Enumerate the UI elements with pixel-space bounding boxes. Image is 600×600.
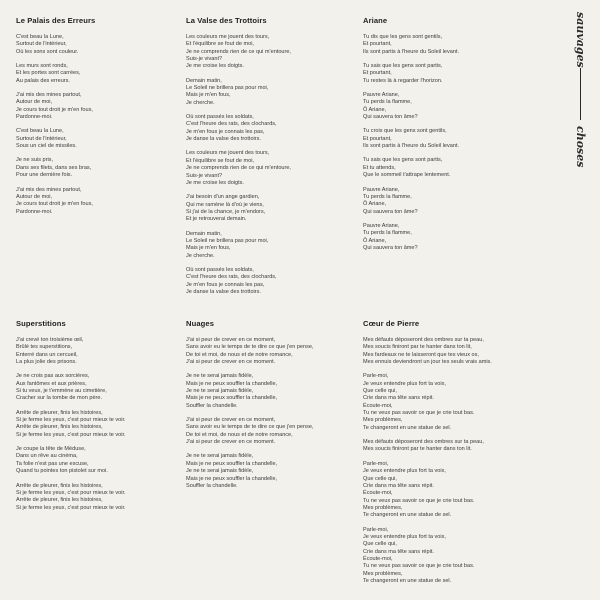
lyric-line: Si je ferme les yeux, c'est pour mieux te voir. xyxy=(16,504,126,511)
stanza xyxy=(363,187,459,216)
stanza xyxy=(16,483,126,512)
stanza xyxy=(16,410,126,439)
lyric-line: Et l'équilibre se fout de moi, xyxy=(186,41,254,48)
lyric-line: J'ai besoin d'un ange gardien, xyxy=(186,194,260,201)
lyric-line: Tu perds la flamme, xyxy=(363,193,412,200)
lyric-line: Que celle qui, xyxy=(363,541,397,548)
stanza xyxy=(16,63,95,85)
lyric-line: Mes fardeaux ne te laisseront que tes vieux os, xyxy=(363,351,479,358)
lyric-line: Pardonne-moi. xyxy=(16,208,53,215)
song-title: Cœur de Pierre xyxy=(363,319,420,328)
lyric-line: Et je retrouverai demain. xyxy=(186,216,247,223)
lyric-line: Ô Ariane, xyxy=(363,106,387,113)
lyric-line: Arrête de pleurer, finis les histoires, xyxy=(16,424,103,431)
lyric-line: Si je ferme les yeux, c'est pour mieux te voir. xyxy=(16,417,126,424)
lyric-line: Le Soleil ne brillera pas pour moi, xyxy=(186,237,269,244)
lyric-line: Écoute-moi, xyxy=(363,402,393,409)
lyric-line: Je coupe la tête de Méduse, xyxy=(16,446,86,453)
lyric-line: J'ai crevé ton troisième œil, xyxy=(16,337,84,343)
song-lyrics xyxy=(363,337,492,585)
lyric-line: Mes problèmes, xyxy=(363,570,403,577)
lyric-line: Je ne te serai jamais fidèle, xyxy=(186,373,254,380)
stanza xyxy=(186,34,291,71)
song-nuages xyxy=(186,319,313,497)
lyric-line: Parle-moi, xyxy=(363,373,389,380)
lyric-line: Arrête de pleurer, finis les histoires, xyxy=(16,497,103,504)
lyric-line: Suis-je vivant? xyxy=(186,172,223,179)
band-logo xyxy=(574,8,588,178)
stanza xyxy=(363,223,459,252)
lyric-line: Mais je m'en fous, xyxy=(186,245,231,252)
stanza xyxy=(186,150,291,187)
lyric-line: Parle-moi, xyxy=(363,526,389,533)
lyric-line: Qui sauvera ton âme? xyxy=(363,114,418,121)
lyric-line: Mes défauts déposeront des ombres sur ta peau, xyxy=(363,439,484,446)
lyric-line: Ils sont partis à l'heure du Soleil levant. xyxy=(363,143,460,150)
lyric-line: J'ai si peur de crever en ce moment. xyxy=(186,359,276,366)
stanza xyxy=(186,417,313,446)
lyric-line: Le Soleil ne brillera pas pour moi, xyxy=(186,85,269,92)
lyric-line: La plus jolie des prisons. xyxy=(16,359,77,366)
lyric-line: Et les portes sont carrées, xyxy=(16,70,81,77)
lyric-line: Et tu attends, xyxy=(363,164,396,171)
stanza xyxy=(16,34,95,56)
lyric-line: Ô Ariane, xyxy=(363,201,387,208)
stanza xyxy=(186,231,291,260)
lyric-line: Qui me ramène là d'où je viens, xyxy=(186,201,264,208)
lyric-line: Je cours tout droit je m'en fous, xyxy=(16,201,93,208)
lyric-line: Que le sommeil t'attrape lentement. xyxy=(363,172,451,179)
lyric-line: Si tu veux, je t'emmène au cimetière, xyxy=(16,388,107,395)
lyric-line: Brûlé tes superstitions, xyxy=(16,344,73,351)
lyric-line: C'est l'heure des rats, des clochards, xyxy=(186,274,277,281)
lyric-line: Mais je ne peux souffler la chandelle, xyxy=(186,395,278,402)
lyric-line: Mais je m'en fous, xyxy=(186,92,231,99)
lyric-line: Les murs sont ronds, xyxy=(16,63,68,70)
lyric-line: Mais je ne peux souffler la chandelle, xyxy=(186,460,278,467)
lyric-line: Aux fantômes et aux prières, xyxy=(16,380,87,387)
lyric-line: Si je ferme les yeux, c'est pour mieux te voir. xyxy=(16,431,126,438)
lyric-line: Souffler la chandelle. xyxy=(186,482,238,489)
lyric-line: Si je ferme les yeux, c'est pour mieux te voir. xyxy=(16,489,126,496)
lyric-line: Enterré dans un cercueil, xyxy=(16,351,78,358)
lyric-line: Je veux entendre plus fort ta voix, xyxy=(363,468,446,475)
lyric-line: Tu restes là à regarder l'horizon. xyxy=(363,77,443,84)
song-la-valse-des-trottoirs xyxy=(186,16,291,303)
lyric-line: Je ne comprends rien de ce qui m'entoure, xyxy=(186,165,291,172)
lyric-line: Dans un rêve au cinéma, xyxy=(16,453,78,460)
stanza xyxy=(363,527,492,586)
lyric-line: Parle-moi, xyxy=(363,460,389,467)
lyric-line: Et pourtant, xyxy=(363,70,392,77)
song-title: Le Palais des Erreurs xyxy=(16,16,96,25)
lyric-line: De toi et moi, de nous et de notre romance, xyxy=(186,351,293,358)
stanza xyxy=(16,446,126,475)
lyric-line: Crie dans ma tête sans répit. xyxy=(363,482,434,489)
lyric-line: Pauvre Ariane, xyxy=(363,92,400,99)
lyric-line: Arrête de pleurer, finis les histoires, xyxy=(16,482,103,489)
lyric-line: Te changeront en une statue de sel. xyxy=(363,512,452,519)
lyric-line: De toi et moi, de nous et de notre romance, xyxy=(186,431,293,438)
lyric-line: Cracher sur la tombe de mon père. xyxy=(16,395,103,402)
lyric-line: Surtout de l'intérieur, xyxy=(16,135,67,142)
stanza xyxy=(16,373,126,402)
lyric-line: Je veux entendre plus fort ta voix, xyxy=(363,380,446,387)
lyric-line: J'ai si peur de crever en ce moment, xyxy=(186,417,276,424)
lyric-line: Mais je ne peux souffler la chandelle, xyxy=(186,475,278,482)
lyric-line: Mes ennuis deviendront un jour tes seuls vrais amis. xyxy=(363,359,492,366)
song-lyrics xyxy=(186,337,313,490)
lyric-line: Tu dis que les gens sont gentils, xyxy=(363,34,443,40)
lyric-line: Je ne te serai jamais fidèle, xyxy=(186,453,254,460)
lyric-line: Mes soucis finiront par te hanter dans ton lit. xyxy=(363,446,472,453)
lyric-line: Crie dans ma tête sans répit. xyxy=(363,395,434,402)
stanza xyxy=(186,114,291,143)
song-lyrics xyxy=(16,34,95,216)
lyric-line: Je ne comprends rien de ce qui m'entoure, xyxy=(186,48,291,55)
lyric-line: Je danse la valse des trottoirs. xyxy=(186,288,261,295)
stanza xyxy=(363,337,492,366)
lyric-line: Arrête de pleurer, finis les histoires, xyxy=(16,409,103,416)
lyric-line: J'ai si peur de crever en ce moment, xyxy=(186,337,276,343)
lyric-line: Pauvre Ariane, xyxy=(363,222,400,229)
lyric-line: J'ai si peur de crever en ce moment. xyxy=(186,439,276,446)
lyric-line: Mes problèmes, xyxy=(363,504,403,511)
lyric-line: Écoute-moi, xyxy=(363,490,393,497)
lyric-line: C'est beau la Lune, xyxy=(16,34,64,40)
stanza xyxy=(363,439,492,454)
lyric-line: Que celle qui, xyxy=(363,475,397,482)
lyric-line: Te changeront en une statue de sel. xyxy=(363,577,452,584)
stanza xyxy=(186,78,291,107)
stanza xyxy=(363,461,492,520)
stanza xyxy=(363,128,459,150)
lyric-line: Autour de moi, xyxy=(16,193,53,200)
song-title: Ariane xyxy=(363,16,388,25)
stanza xyxy=(16,92,95,121)
lyric-line: Écoute-moi, xyxy=(363,555,393,562)
lyric-line: Où les sons sont couleur. xyxy=(16,48,79,55)
lyric-line: Je ne te serai jamais fidèle, xyxy=(186,388,254,395)
lyric-line: C'est l'heure des rats, des clochards, xyxy=(186,121,277,128)
lyric-line: J'ai mis des mines partout, xyxy=(16,92,82,99)
lyric-line: Demain matin, xyxy=(186,77,222,84)
lyric-line: Les couleurs me jouent des tours, xyxy=(186,34,270,40)
lyric-line: Pour une dernière fois. xyxy=(16,172,73,179)
logo-word-top: sauvages xyxy=(574,12,587,68)
stanza xyxy=(186,373,313,410)
lyric-line: Tu sais que les gens sont partis, xyxy=(363,63,443,70)
lyric-line: C'est beau la Lune, xyxy=(16,128,64,135)
lyric-line: Où sont passés les soldats, xyxy=(186,114,254,121)
stanza xyxy=(363,34,459,56)
stanza xyxy=(16,337,126,366)
stanza xyxy=(186,337,313,366)
lyric-line: Qui sauvera ton âme? xyxy=(363,208,418,215)
lyric-line: Sans avoir eu le temps de te dire ce que j'en pense, xyxy=(186,424,314,431)
lyric-line: Pauvre Ariane, xyxy=(363,186,400,193)
song-coeur-de-pierre xyxy=(363,319,492,592)
lyric-line: Que celle qui, xyxy=(363,388,397,395)
song-title: Superstitions xyxy=(16,319,66,328)
lyric-line: Je ne suis pris, xyxy=(16,157,53,164)
lyric-line: Qui sauvera ton âme? xyxy=(363,244,418,251)
stanza xyxy=(363,373,492,432)
stanza xyxy=(363,92,459,121)
lyric-line: Tu ne veux pas savoir ce que je crie tout bas. xyxy=(363,410,475,417)
lyric-line: Ta folie n'est pas une excuse, xyxy=(16,460,89,467)
song-ariane xyxy=(363,16,459,259)
lyric-line: Demain matin, xyxy=(186,230,222,237)
stanza xyxy=(186,267,291,296)
lyric-line: Je cours tout droit je m'en fous, xyxy=(16,106,93,113)
lyric-line: Suis-je vivant? xyxy=(186,56,223,63)
lyric-line: Les couleurs me jouent des tours, xyxy=(186,150,270,157)
lyric-line: J'ai mis des mines partout, xyxy=(16,186,82,193)
lyric-line: Te changeront en une statue de sel. xyxy=(363,424,452,431)
lyric-line: Tu ne veux pas savoir ce que je crie tout bas. xyxy=(363,497,475,504)
lyric-line: Je danse la valse des trottoirs. xyxy=(186,136,261,143)
lyric-line: Et pourtant, xyxy=(363,135,392,142)
lyric-line: Dans ses filets, dans ses bras, xyxy=(16,164,92,171)
song-lyrics xyxy=(16,337,126,512)
lyric-line: Sous un ciel de missiles. xyxy=(16,143,77,150)
lyric-line: Je ne crois pas aux sorcières, xyxy=(16,373,90,380)
lyric-line: Je m'en fous je connais les pas, xyxy=(186,128,265,135)
lyric-line: Mes problèmes, xyxy=(363,417,403,424)
lyric-line: Crie dans ma tête sans répit. xyxy=(363,548,434,555)
stanza xyxy=(186,194,291,223)
lyric-line: Ô Ariane, xyxy=(363,237,387,244)
lyric-line: Au palais des erreurs. xyxy=(16,77,70,84)
lyric-line: Tu ne veux pas savoir ce que je crie tout bas. xyxy=(363,563,475,570)
lyric-line: Pardonne-moi. xyxy=(16,114,53,121)
lyric-line: Tu sais que les gens sont partis, xyxy=(363,157,443,164)
lyric-line: Tu perds la flamme, xyxy=(363,99,412,106)
lyric-line: Je me croise les doigts. xyxy=(186,179,244,186)
song-title: La Valse des Trottoirs xyxy=(186,16,267,25)
lyric-line: Je cherche. xyxy=(186,252,215,259)
lyric-line: Quand tu pointes ton pistolet sur moi. xyxy=(16,468,108,475)
stanza xyxy=(186,453,313,490)
song-lyrics xyxy=(186,34,291,296)
song-lyrics xyxy=(363,34,459,252)
song-superstitions xyxy=(16,319,126,519)
lyric-line: Je veux entendre plus fort ta voix, xyxy=(363,533,446,540)
stanza xyxy=(16,157,95,179)
stanza xyxy=(16,128,95,150)
lyric-line: Et l'équilibre se fout de moi, xyxy=(186,157,254,164)
lyric-line: Surtout de l'intérieur, xyxy=(16,41,67,48)
lyric-line: Et pourtant, xyxy=(363,41,392,48)
stanza xyxy=(16,187,95,216)
song-le-palais-des-erreurs xyxy=(16,16,95,223)
lyric-line: Autour de moi, xyxy=(16,99,53,106)
lyric-line: Tu perds la flamme, xyxy=(363,230,412,237)
stanza xyxy=(363,63,459,85)
lyric-line: Sans avoir eu le temps de te dire ce que j'en pense, xyxy=(186,344,314,351)
logo-word-bottom: choses xyxy=(574,126,587,168)
lyric-line: Je ne te serai jamais fidèle, xyxy=(186,468,254,475)
lyric-line: Mais je ne peux souffler la chandelle, xyxy=(186,380,278,387)
lyric-line: Mes soucis finiront par te hanter dans ton lit, xyxy=(363,344,472,351)
lyric-line: Je m'en fous je connais les pas, xyxy=(186,281,265,288)
stanza xyxy=(363,157,459,179)
lyric-line: Je me croise les doigts. xyxy=(186,63,244,70)
lyric-line: Tu crois que les gens sont gentils, xyxy=(363,128,447,135)
lyric-line: Je cherche. xyxy=(186,99,215,106)
logo-divider xyxy=(580,68,581,120)
lyric-line: Ils sont partis à l'heure du Soleil levant. xyxy=(363,48,460,55)
lyric-line: Si j'ai de la chance, je m'endors, xyxy=(186,208,266,215)
lyric-line: Souffler la chandelle. xyxy=(186,402,238,409)
lyric-line: Mes défauts déposeront des ombres sur ta peau, xyxy=(363,337,484,343)
song-title: Nuages xyxy=(186,319,215,328)
lyric-line: Où sont passés les soldats, xyxy=(186,266,254,273)
